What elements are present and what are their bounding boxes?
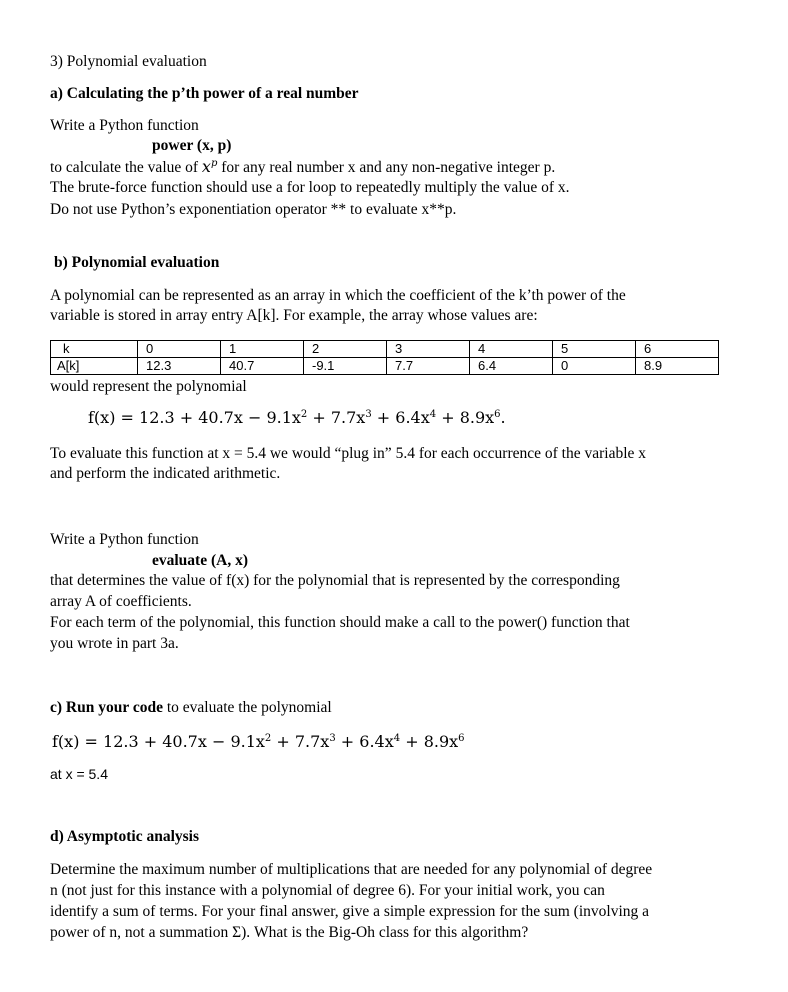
table-cell: 3 — [387, 341, 470, 358]
table-row-k — [51, 341, 719, 358]
power-function-signature: power (x, p) — [152, 137, 232, 154]
table-cell: 4 — [470, 341, 553, 358]
table-cell: A[k] — [51, 358, 138, 375]
part-a-line-2-post: for any real number x and any non-negative integer p. — [217, 159, 556, 176]
part-b-line-2: variable is stored in array entry A[k]. For example, the array whose values are: — [50, 307, 538, 324]
table-row-ak — [51, 358, 719, 375]
evaluate-function-signature: evaluate (A, x) — [152, 552, 248, 569]
part-a-line-2 — [50, 157, 555, 178]
table-cell: 1 — [221, 341, 304, 358]
part-d-line-3: identify a sum of terms. For your final answer, give a simple expression for the sum (involving a — [50, 903, 650, 920]
table-cell: 8.9 — [636, 358, 719, 375]
table-cell: 6.4 — [470, 358, 553, 375]
polynomial-equation-b: $f(x) = 12.3 + 40.7x - 9.1x^2 + 7.7x^3 + 6.4x^4 + 8.9x^6$. — [88, 408, 506, 427]
part-c-heading-rest: to evaluate the polynomial — [162, 699, 332, 716]
part-b-line-3: would represent the polynomial — [50, 378, 247, 395]
polynomial-equation-c: $f(x) = 12.3 + 40.7x - 9.1x^2 + 7.7x^3 + 6.4x^4 + 8.9x^6$ — [52, 732, 465, 751]
x-to-p-expression: $x^p$ — [201, 157, 218, 176]
part-d-line-4: power of n, not a summation Σ). What is the Big-Oh class for this algorithm? — [50, 924, 529, 941]
table-cell: 7.7 — [387, 358, 470, 375]
part-b-line-8: array A of coefficients. — [50, 593, 192, 610]
table-cell: k — [51, 341, 138, 358]
part-b-line-9: For each term of the polynomial, this function should make a call to the power() function that — [50, 614, 630, 631]
part-c-heading — [50, 698, 332, 718]
part-c-at-x: at x = 5.4 — [50, 766, 108, 782]
table-cell: 0 — [553, 358, 636, 375]
table-cell: 0 — [138, 341, 221, 358]
table-cell: 12.3 — [138, 358, 221, 375]
part-a-line-3: The brute-force function should use a for loop to repeatedly multiply the value of x. — [50, 179, 570, 196]
part-b-heading: b) Polynomial evaluation — [54, 254, 220, 271]
table-cell: 5 — [553, 341, 636, 358]
part-b-line-5: and perform the indicated arithmetic. — [50, 465, 281, 482]
part-a-line-1: Write a Python function — [50, 117, 199, 134]
section-title: 3) Polynomial evaluation — [50, 53, 207, 70]
part-b-line-10: you wrote in part 3a. — [50, 635, 179, 652]
table-cell: -9.1 — [304, 358, 387, 375]
part-b-line-1: A polynomial can be represented as an array in which the coefficient of the k’th power of the — [50, 287, 626, 304]
part-b-line-4: To evaluate this function at x = 5.4 we would “plug in” 5.4 for each occurrence of the variable x — [50, 445, 647, 462]
part-b-line-7: that determines the value of f(x) for the polynomial that is represented by the corresponding — [50, 572, 620, 589]
table-cell: 2 — [304, 341, 387, 358]
part-c-heading-bold: c) Run your code — [50, 699, 163, 716]
part-a-line-4: Do not use Python’s exponentiation operator ** to evaluate x**p. — [50, 201, 457, 218]
part-b-line-6: Write a Python function — [50, 531, 199, 548]
part-d-heading: d) Asymptotic analysis — [50, 828, 199, 845]
table-cell: 6 — [636, 341, 719, 358]
part-a-line-2-pre: to calculate the value of — [50, 159, 202, 176]
part-d-line-2: n (not just for this instance with a polynomial of degree 6). For your initial work, you can — [50, 882, 605, 899]
table-cell: 40.7 — [221, 358, 304, 375]
part-d-line-1: Determine the maximum number of multiplications that are needed for any polynomial of degree — [50, 861, 653, 878]
part-a-heading: a) Calculating the p’th power of a real number — [50, 85, 359, 102]
coefficient-table — [50, 340, 719, 375]
